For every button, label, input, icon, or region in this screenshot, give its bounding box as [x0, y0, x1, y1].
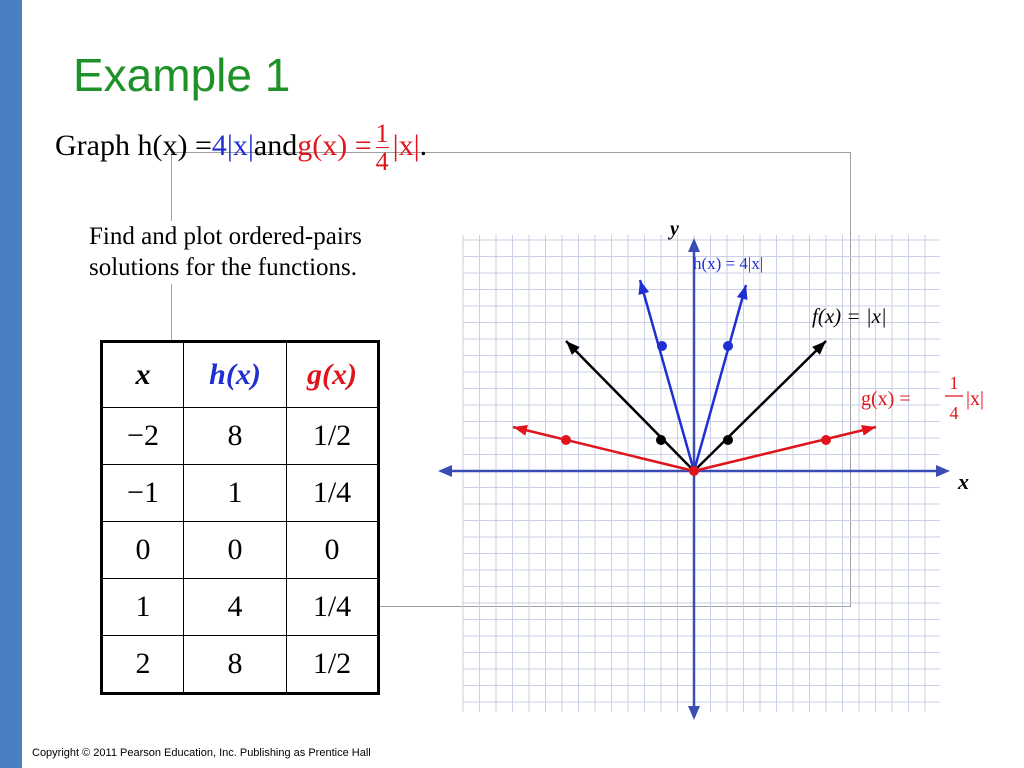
statement-g-numerator: 1: [375, 119, 389, 148]
statement-and: and: [253, 128, 298, 162]
plotted-point: [656, 435, 666, 445]
ray-arrowhead: [737, 285, 748, 300]
plotted-point: [657, 341, 667, 351]
plotted-point: [561, 435, 571, 445]
cell-x: 0: [102, 522, 184, 579]
cell-x: −1: [102, 465, 184, 522]
slide-title: Example 1: [73, 49, 291, 101]
cell-g: 1/2: [287, 408, 379, 465]
h-function-label: h(x) = 4|x|: [693, 254, 764, 273]
statement-end: .: [419, 128, 428, 162]
statement-g-abs: |x|: [392, 128, 420, 162]
cell-h: 8: [184, 408, 287, 465]
function-ray: [694, 285, 746, 471]
copyright-footer: Copyright © 2011 Pearson Education, Inc. Publishing as Prentice Hall: [32, 747, 371, 759]
x-axis-arrow-left: [438, 465, 452, 477]
plotted-point: [723, 435, 733, 445]
statement-g-denominator: 4: [375, 147, 389, 177]
cell-x: −2: [102, 408, 184, 465]
header-g: g(x): [287, 342, 379, 408]
function-ray: [694, 427, 876, 471]
y-axis-label: y: [670, 218, 679, 240]
g-function-label-abs: |x|: [966, 388, 985, 410]
header-x: x: [102, 342, 184, 408]
x-axis-label: x: [958, 469, 969, 494]
header-h: h(x): [184, 342, 287, 408]
cell-h: 0: [184, 522, 287, 579]
statement-g-lhs: g(x) =: [297, 128, 372, 162]
instructions-text: Find and plot ordered-pairs solutions for the functions.: [89, 221, 409, 284]
cell-g: 1/4: [287, 465, 379, 522]
cell-g: 1/2: [287, 636, 379, 694]
cell-h: 4: [184, 579, 287, 636]
g-function-label-lhs: g(x) =: [861, 388, 911, 410]
cell-x: 1: [102, 579, 184, 636]
y-axis-arrow-down: [688, 706, 700, 720]
cell-g: 0: [287, 522, 379, 579]
plotted-points: [561, 341, 831, 476]
plotted-point: [821, 435, 831, 445]
f-function-label: f(x) = |x|: [812, 304, 887, 328]
cell-h: 8: [184, 636, 287, 694]
statement-h-rule: 4|x|: [211, 128, 254, 162]
statement-lead: Graph h(x) =: [55, 128, 212, 162]
cell-g: 1/4: [287, 579, 379, 636]
cell-x: 2: [102, 636, 184, 694]
g-function-label-numerator: 1: [949, 373, 959, 393]
x-axis-arrow-right: [936, 465, 950, 477]
plotted-point: [689, 466, 699, 476]
plotted-point: [723, 341, 733, 351]
ray-arrowhead: [639, 280, 650, 295]
function-ray: [513, 427, 694, 471]
cell-h: 1: [184, 465, 287, 522]
g-function-label-denominator: 4: [949, 403, 959, 423]
